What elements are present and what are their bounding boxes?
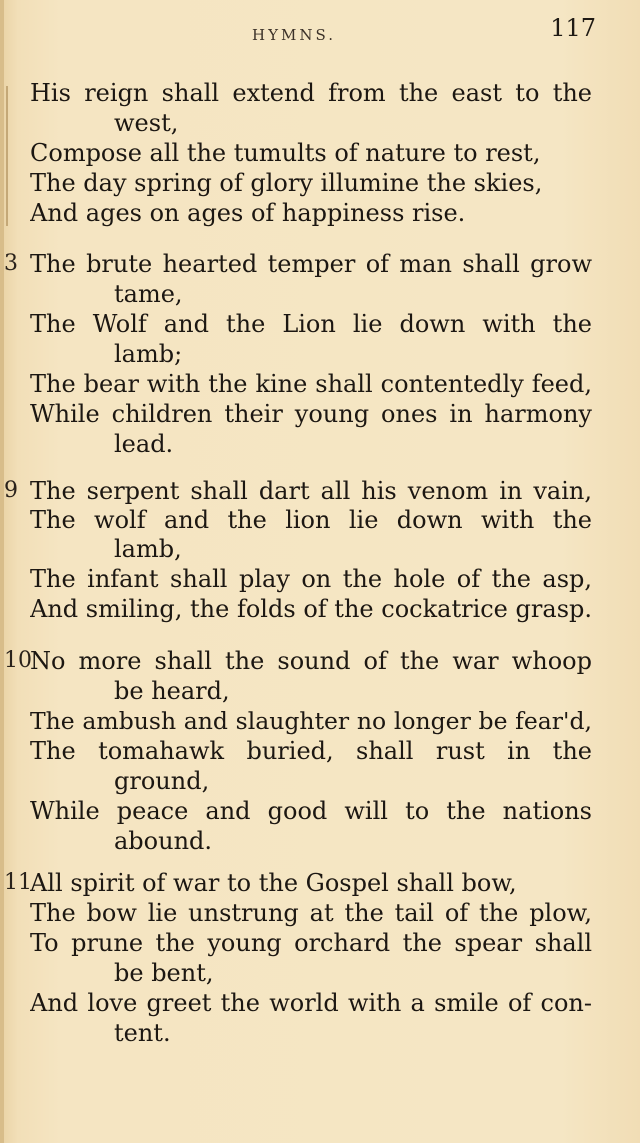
verse-line: To prune the young orchard the spear shall: [30, 929, 592, 957]
verse-line: And ages on ages of happiness rise.: [30, 199, 466, 227]
verse-line: lamb,: [114, 535, 182, 563]
verse-line: While peace and good will to the nations: [30, 797, 592, 825]
verse-line: tent.: [114, 1019, 171, 1047]
verse-line: And love greet the world with a smile of con-: [30, 989, 592, 1017]
verse-line: His reign shall extend from the east to the: [30, 79, 592, 107]
page-number: 117: [550, 14, 596, 42]
verse-line: lamb;: [114, 340, 183, 368]
verse-line: lead.: [114, 430, 174, 458]
verse-line: The brute hearted temper of man shall grow: [30, 250, 592, 278]
verse-line: tame,: [114, 280, 183, 308]
verse-line: Compose all the tumults of nature to rest,: [30, 139, 541, 167]
verse-line: And smiling, the folds of the cockatrice grasp.: [30, 595, 592, 623]
verse-line: The infant shall play on the hole of the asp,: [30, 565, 592, 593]
verse-line: The ambush and slaughter no longer be fear'd,: [30, 707, 592, 735]
verse-line: ground,: [114, 767, 210, 795]
verse-line: The bow lie unstrung at the tail of the plow,: [30, 899, 592, 927]
verse-line: No more shall the sound of the war whoop: [30, 647, 592, 675]
verse-line: The bear with the kine shall contentedly feed,: [30, 370, 592, 398]
stanza-number: 9: [4, 478, 18, 503]
verse-line: While children their young ones in harmony: [30, 400, 592, 428]
running-head: HYMNS.: [252, 26, 336, 44]
verse-line: be heard,: [114, 677, 230, 705]
stanza-number: 10: [4, 648, 32, 673]
verse-line: The serpent shall dart all his venom in vain,: [30, 477, 592, 505]
verse-line: The wolf and the lion lie down with the: [30, 506, 592, 534]
verse-line: abound.: [114, 827, 213, 855]
stanza-number: 11: [4, 870, 32, 895]
verse-line: All spirit of war to the Gospel shall bow,: [30, 869, 517, 897]
verse-line: west,: [114, 109, 179, 137]
verse-line: be bent,: [114, 959, 214, 987]
stanza-number: 3: [4, 251, 18, 276]
verse-line: The tomahawk buried, shall rust in the: [30, 737, 592, 765]
verse-line: The day spring of glory illumine the skies,: [30, 169, 543, 197]
margin-shadow: [6, 86, 8, 226]
verse-line: The Wolf and the Lion lie down with the: [30, 310, 592, 338]
page-gutter-edge: [0, 0, 4, 1143]
